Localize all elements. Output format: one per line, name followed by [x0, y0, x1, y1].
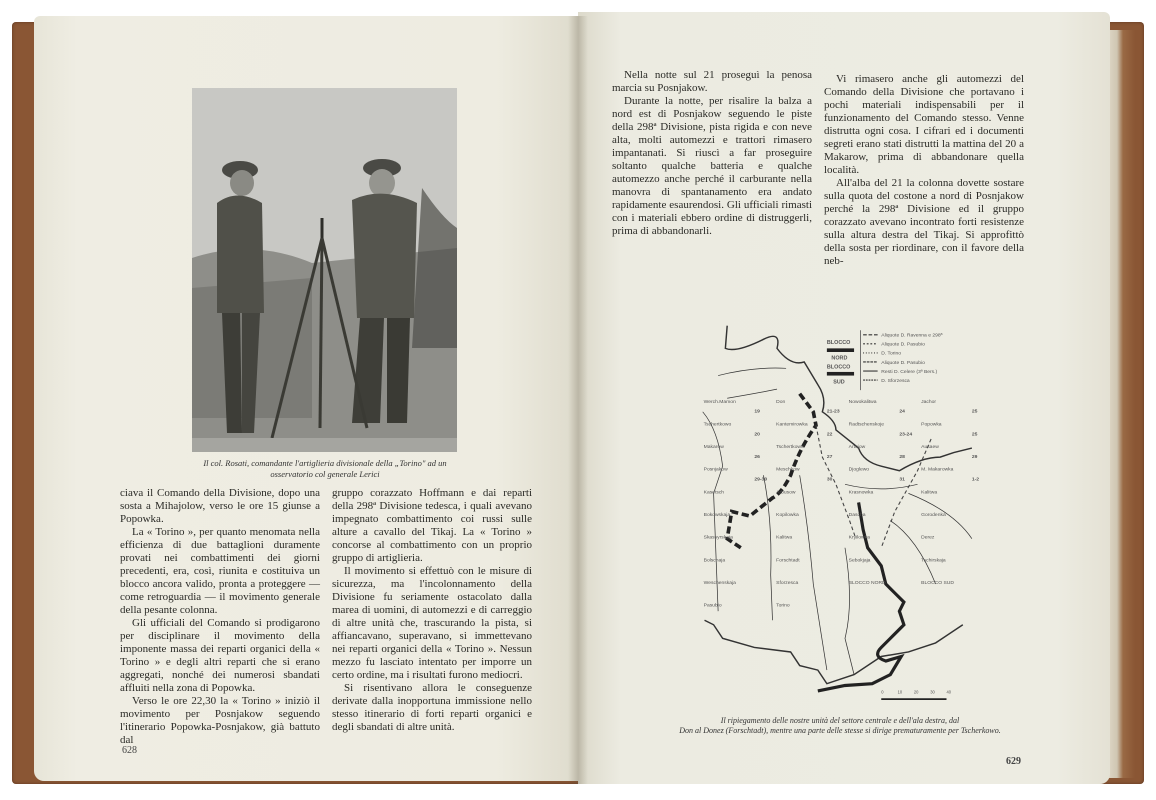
map-scale-label: 20: [913, 689, 919, 695]
map-place-label: Nowokalitwa: [848, 398, 877, 405]
map-caption-line: Il ripiegamento delle nostre unità del settore centrale e dell'ala destra, dal: [720, 716, 960, 725]
book-gutter: [568, 16, 588, 784]
map-place-label: Dascha: [848, 512, 866, 519]
map-place-label: Forschtadt: [776, 557, 800, 564]
paragraph: Nella notte sul 21 proseguì la penosa marcia su Posnjakow.: [612, 69, 812, 94]
map-place-label: Ausaew: [921, 444, 939, 451]
paragraph: Vi rimasero anche gli automezzi del Comando della Divisione che portavano i pochi materiali indispensabili per il funzionamento del Comando stesso. Venne distrutta ogni cosa. I cifrari ed i documenti segreti erano stati distrutti la mattina del 20 a Makarow, prima di abbandonare quella località.: [824, 73, 1024, 176]
map-place-label: Radtschenskoje: [848, 421, 884, 428]
map-place-label: Meschkow: [776, 466, 800, 473]
legend-item: D. Torino: [881, 350, 902, 357]
legend-item: Aliquote D. Pasubio: [881, 359, 925, 366]
paragraph: ciava il Comando della Divisione, dopo una sosta a Mihajolow, verso le ore 15 giunse a Popowka.: [120, 487, 320, 525]
map-date-label: 30: [826, 476, 833, 483]
map-date-label: 1-2: [971, 476, 980, 483]
map-place-label: Jachor: [921, 398, 937, 405]
legend-blocco-nord: BLOCCO: [826, 339, 851, 346]
paragraph: gruppo corazzato Hoffmann e dai reparti della 298ª Divisione tedesca, i quali avevano impegnato combattimento coi russi sulle alture a cavallo del Tikaj. La « Torino » concorse al combattimento con un proprio gruppo di artiglieria.: [332, 487, 532, 564]
map-place-label: Kryilowka: [848, 534, 870, 541]
map-place-label: Kalitwa: [921, 489, 938, 496]
photo-caption-line: osservatorio col generale Lerici: [270, 469, 380, 479]
paragraph: Verso le ore 22,30 la « Torino » iniziò il movimento per Posnjakow seguendo l'itinerario Popowka-Posnjakow, già battuto dal: [120, 695, 320, 746]
page-number-right: 629: [1006, 756, 1021, 767]
river-donez: [705, 620, 963, 683]
map-place-label: Posnjakow: [703, 466, 728, 473]
map-place-label: Krasnowka: [848, 489, 874, 496]
left-page-column-1: [120, 487, 320, 747]
right-page-column-2: [824, 73, 1024, 268]
map-place-label: Popowka: [921, 421, 942, 428]
map-place-label: Kasetsch: [703, 489, 725, 496]
legend-blocco-sud: BLOCCO: [826, 364, 851, 371]
map-place-label: BLOCCO NORD: [848, 580, 886, 586]
map-place-label: Makarow: [703, 444, 724, 451]
map-place-label: Bolschaja: [703, 557, 726, 564]
map-place-label: Derez: [921, 534, 935, 541]
map-scale-label: 10: [897, 689, 903, 695]
photo-caption: [115, 458, 535, 480]
legend-item: Aliquote D. Pasubio: [881, 341, 925, 348]
map-scale: [881, 690, 952, 699]
paragraph: Si risentivano allora le conseguenze derivate dalla inopportuna immissione nello stesso itinerario di forti reparti organici e degli sbandati di altre unità.: [332, 682, 532, 733]
paragraph: Gli ufficiali del Comando si prodigarono per disciplinare il movimento della imponente massa dei reparti organici della « Torino » e degli altri reparti che si erano aggregati, nonché dei numerosi sbandati affluiti nella zona di Popowka.: [120, 617, 320, 694]
route-blocco-nord: [727, 394, 816, 548]
map-place-label: Bokowskaja: [703, 512, 731, 519]
map-scale-label: 0: [881, 689, 884, 695]
legend-blocco-sud-label: SUD: [833, 379, 845, 386]
map-place-label: Don: [776, 398, 786, 405]
map-caption-line: Don al Donez (Forschtadt), mentre una parte delle stesse si dirige prematuramente per Tscherkowo.: [679, 726, 1001, 735]
map-date-label: 24: [899, 408, 905, 415]
map-place-label: Tschertkowo: [703, 421, 732, 428]
route-blocco-sud: [818, 502, 904, 691]
map-date-label: 28: [899, 454, 905, 461]
paragraph: Il movimento si effettuò con le misure di sicurezza, ma l'incolonnamento della Divisione fu seriamente ostacolato dalla marea di uomini, di automezzi e di carreggio di altre unità che, trascurando la pista, si affiancavano, superavano, si immettevano nei reparti organici della « Torino ». Nessun mezzo fu lasciato intentato per imporre un certo ordine, ma i risultati furono mediocri.: [332, 565, 532, 681]
photo-caption-line: Il col. Rosati, comandante l'artiglieria divisionale della „Torino" ad un: [203, 458, 447, 468]
map-place-label: Sforzesca: [776, 580, 799, 586]
map-place-label: BLOCCO SUD: [921, 580, 954, 586]
map-scale-label: 40: [946, 689, 952, 695]
map-place-label: Arbusow: [776, 489, 796, 496]
legend-item: D. Sforzesca: [881, 377, 910, 384]
map-place-label: Werch.Mamon: [703, 398, 736, 405]
map-caption: [630, 716, 1050, 736]
map-scale-label: 30: [930, 689, 935, 695]
map-place-label: Djoglewo: [848, 466, 870, 473]
paragraph: Durante la notte, per risalire la balza a nord est di Posnjakow seguendo le piste della 298ª Divisione, pista rigida e con neve alta, molti automezzi e trattori rimasero impantanati. Si riuscì a far proseguire soltanto qualche batteria e qualche automezzo anche perché il carburante nella manovra di spantanamento era andato rapidamente esaurendosi. Gli ufficiali rimasti con i materiali ebbero ordine di distruggerli, prima di abbandonarli.: [612, 95, 812, 237]
map-place-label: Kantemirowka: [776, 421, 808, 428]
map-place-label: Tschirskaja: [921, 557, 946, 564]
legend-item: Aliquote D. Ravenna e 298ª: [881, 332, 943, 339]
map-place-label: Kalitwa: [776, 534, 793, 541]
map-legend: [827, 330, 943, 390]
map-place-label: Sebokjaja: [848, 557, 871, 564]
map-place-label: Tschertkowo: [776, 444, 804, 451]
paragraph: All'alba del 21 la colonna dovette sostare sulla quota del costone a nord di Posnjakow perché la 298ª Divisione ed il gruppo corazzato avevano incontrato forti resistenze sulla altura destra del Tikaj. Si approfittò della sosta per riordinare, con il favore della neb-: [824, 177, 1024, 267]
map-place-label: Skassyrskaja: [703, 534, 733, 541]
map-place-label: Kopilowka: [776, 512, 799, 519]
map-date-label: 26: [754, 454, 760, 461]
map-date-label: 29-30: [754, 476, 768, 483]
map-date-label: 25: [971, 431, 978, 438]
map-date-label: 21-23: [826, 408, 840, 415]
map-date-label: 27: [826, 454, 833, 461]
legend-item: Resti D. Celere (3ª Bers.): [881, 368, 938, 375]
map-place-label: Torino: [776, 602, 790, 609]
map-date-label: 29: [971, 454, 978, 461]
map-place-label: Weschenskaja: [703, 580, 736, 586]
map-place-label: M. Makarowka: [921, 466, 954, 473]
map-date-label: 31: [899, 476, 905, 483]
route-pasubio-sforzesca: [816, 425, 931, 547]
map-place-label: Artujow: [848, 444, 866, 451]
map-date-label: 23-24: [899, 431, 913, 438]
left-page-column-2: [332, 487, 532, 734]
map-date-label: 25: [971, 408, 978, 415]
photograph-officers-at-observatory: [192, 88, 457, 452]
legend-blocco-nord-label: NORD: [831, 355, 848, 362]
map-place-label: Pasubio: [703, 602, 722, 609]
paragraph: La « Torino », per quanto menomata nella efficienza di due battaglioni duramente provati nei combattimenti dei giorni precedenti, era, così, riunita e costituiva un blocco ancora valido, pronta a proteggere — come retroguardia — il movimento generale della pesante colonna.: [120, 526, 320, 616]
map-date-label: 22: [826, 431, 833, 438]
map-date-label: 19: [754, 408, 760, 415]
right-page-column-1: [612, 69, 812, 238]
map-place-label: Gorodenka: [921, 512, 946, 519]
map-date-label: 20: [754, 431, 760, 438]
page-number-left: 628: [122, 745, 137, 756]
retreat-map: [700, 312, 990, 711]
